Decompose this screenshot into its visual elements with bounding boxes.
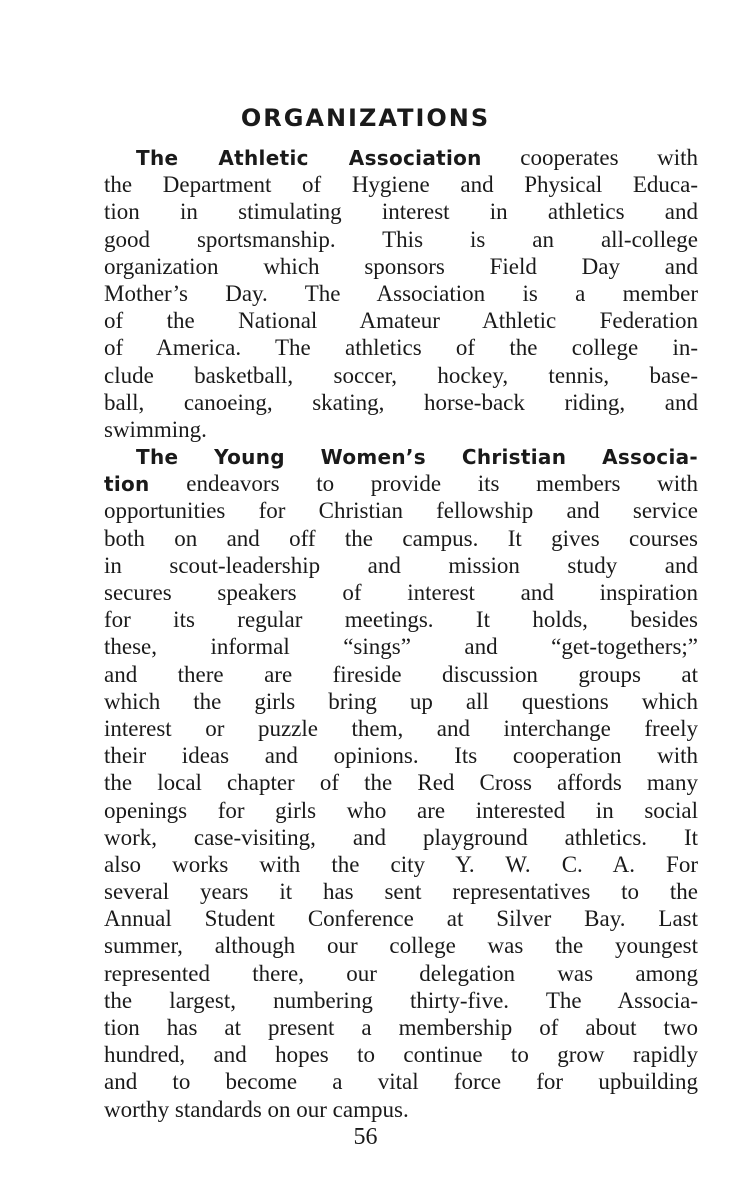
paragraph-line: [104, 470, 698, 497]
paragraph-line: good sportsmanship. This is an all-college: [104, 226, 698, 252]
paragraph-line: work, case-visiting, and playground athletics. It: [104, 824, 698, 850]
paragraph-line: opportunities for Christian fellowship and service: [104, 498, 698, 524]
page-number: 56: [353, 1124, 378, 1150]
paragraph-line: several years it has sent representatives to the: [104, 879, 698, 905]
paragraph-line: Annual Student Conference at Silver Bay. Last: [104, 906, 698, 932]
paragraph-line: summer, although our college was the youngest: [104, 933, 698, 959]
paragraph-line: represented there, our delegation was among: [104, 960, 698, 986]
paragraph-line: worthy standards on our campus.: [104, 1096, 409, 1122]
paragraph-line: the largest, numbering thirty-five. The Associa-: [104, 987, 698, 1013]
paragraph-line: the Department of Hygiene and Physical Educa-: [104, 172, 698, 198]
paragraph-line: tion has at present a membership of about two: [104, 1015, 698, 1040]
paragraph-line: openings for girls who are interested in social: [104, 797, 698, 823]
paragraph-line: and to become a vital force for upbuilding: [104, 1069, 698, 1095]
paragraph-line: ball, canoeing, skating, horse-back riding, and: [104, 389, 698, 415]
section-heading: ORGANIZATIONS: [240, 104, 491, 132]
paragraph-line: secures speakers of interest and inspiration: [104, 580, 698, 605]
paragraph-line: also works with the city Y. W. C. A. For: [104, 851, 698, 877]
paragraph-line: organization which sponsors Field Day and: [104, 253, 698, 279]
athletic-association-paragraph: [104, 144, 698, 443]
paragraph-line: and there are fireside discussion groups at: [104, 661, 698, 687]
ywca-paragraph: [104, 443, 698, 1123]
paragraph-line: of the National Amateur Athletic Federation: [104, 308, 698, 334]
paragraph-line: their ideas and opinions. Its cooperation with: [104, 743, 698, 769]
organization-name: The Athletic Association: [136, 146, 482, 170]
paragraph-line: swimming.: [104, 416, 207, 442]
paragraph-line: which the girls bring up all questions which: [104, 688, 698, 714]
organization-name: tion: [104, 472, 150, 497]
paragraph-line: in scout-leadership and mission study and: [104, 552, 698, 578]
paragraph-line: for its regular meetings. It holds, besides: [104, 607, 698, 633]
paragraph-line: hundred, and hopes to continue to grow rapidly: [104, 1042, 698, 1068]
paragraph-line: tion in stimulating interest in athletics and: [104, 199, 698, 225]
organization-name: The Young Women’s Christian Associa-: [136, 445, 698, 470]
paragraph-line: Mother’s Day. The Association is a member: [104, 280, 698, 306]
paragraph-line: [136, 443, 698, 470]
paragraph-line: both on and off the campus. It gives courses: [104, 525, 698, 551]
paragraph-line: clude basketball, soccer, hockey, tennis, base-: [104, 362, 698, 388]
paragraph-text: endeavors to provide its members with: [149, 471, 698, 497]
paragraph-line: [136, 144, 698, 171]
paragraph-line: interest or puzzle them, and interchange freely: [104, 715, 698, 741]
paragraph-line: of America. The athletics of the college in-: [104, 335, 698, 361]
paragraph-text: cooperates with: [481, 145, 698, 170]
paragraph-line: these, informal “sings” and “get-togethers;”: [104, 634, 698, 660]
paragraph-line: the local chapter of the Red Cross affords many: [104, 770, 698, 796]
body-text: [104, 144, 698, 1123]
